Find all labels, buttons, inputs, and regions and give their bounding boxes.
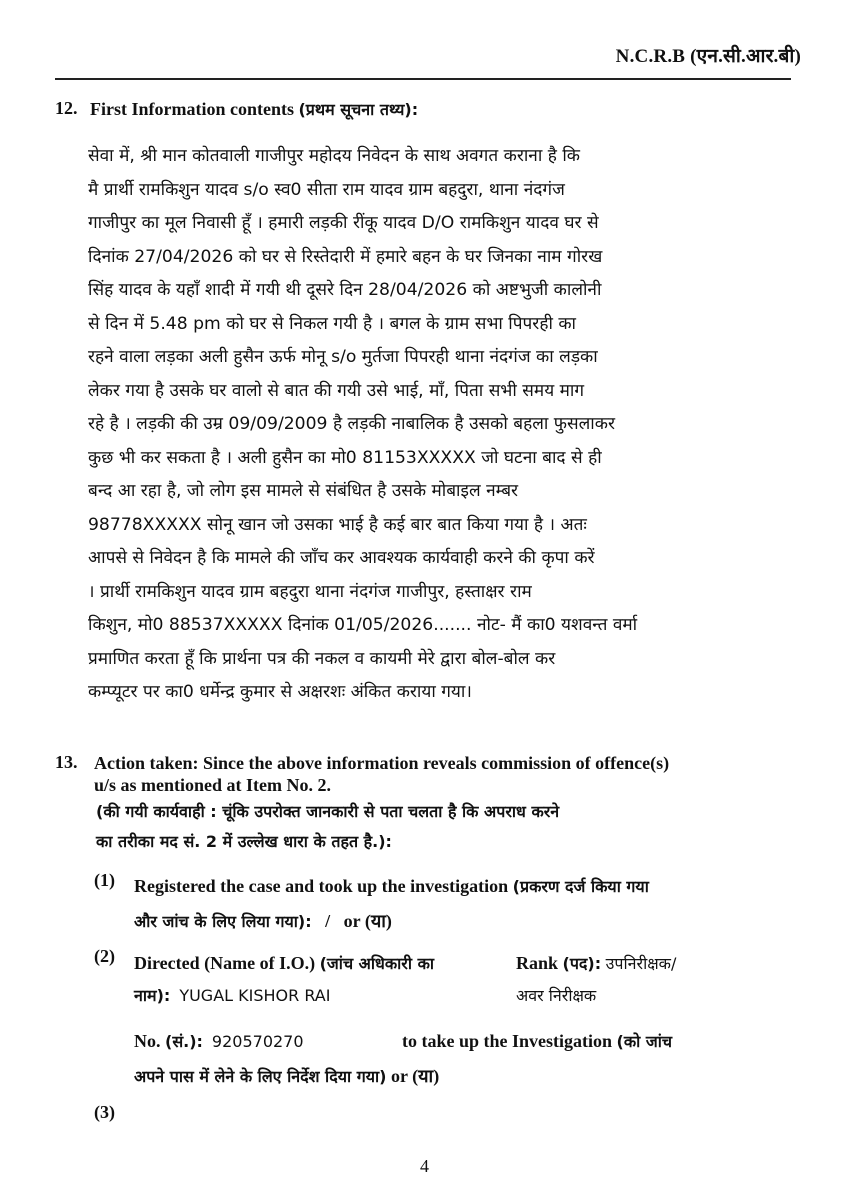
take-up-hi-1: (को जांच: [616, 1032, 673, 1051]
take-up-row-2: [134, 1064, 439, 1088]
directed-label-hi: (जांच अधिकारी का: [319, 954, 434, 973]
section-12-title-en: First Information contents: [90, 99, 294, 119]
fir-line: दिनांक 27/04/2026 को घर से रिस्तेदारी में हमारे बहन के घर जिनका नाम गोरख: [88, 246, 603, 267]
rank-value-2: अवर निरीक्षक: [516, 986, 597, 1005]
directed-label: [134, 952, 434, 974]
fir-line: कुछ भी कर सकता है । अली हुसैन का मो0 81153XXXXX जो घटना बाद से ही: [88, 447, 602, 468]
fir-contents-paragraph: [88, 140, 760, 710]
fir-line: किशुन, मो0 88537XXXXX दिनांक 01/05/2026....... नोट- मैं का0 यशवन्त वर्मा: [88, 615, 638, 635]
fir-line: लेकर गया है उसके घर वालो से बात की गयी उसे भाई, माँ, पिता सभी समय माग: [88, 380, 585, 401]
fir-line: सेवा में, श्री मान कोतवाली गाजीपुर महोदय निवेदन के साथ अवगत कराना है कि: [88, 146, 580, 166]
rank-label-hi: (पद):: [562, 954, 602, 973]
item-3-number: (3): [94, 1102, 115, 1122]
fir-line: से दिन में 5.48 pm को घर से निकल गयी है । बगल के ग्राम सभा पिपरही का: [88, 313, 577, 334]
fir-line: । प्रार्थी रामकिशुन यादव ग्राम बहदुरा थाना नंदगंज गाजीपुर, हस्ताक्षर राम: [88, 581, 532, 602]
action-taken-hindi: [96, 797, 766, 857]
section-13-number: 13.: [55, 752, 78, 772]
fir-line: आपसे से निवेदन है कि मामले की जाँच कर आवश्यक कार्यवाही करने की कृपा करें: [88, 548, 595, 568]
fir-line: गाजीपुर का मूल निवासी हूँ । हमारी लड़की रींकू यादव D/O रामकिशुन यादव घर से: [88, 213, 599, 233]
item-1-number: (1): [94, 870, 115, 890]
rank-label-en: Rank: [516, 953, 559, 973]
item-2-or: or (या): [390, 1066, 440, 1086]
io-name-value: YUGAL KISHOR RAI: [179, 986, 331, 1005]
fir-line: 98778XXXXX सोनू खान जो उसका भाई है कई बार बात किया गया है । अतः: [88, 514, 587, 535]
directed-label-en: Directed (Name of I.O.): [134, 953, 316, 973]
fir-line: बन्द आ रहा है, जो लोग इस मामले से संबंधित है उसके मोबाइल नम्बर: [88, 481, 519, 501]
item-1-en: Registered the case and took up the investigation: [134, 876, 509, 896]
fir-line: सिंह यादव के यहाँ शादी में गयी थी दूसरे दिन 28/04/2026 को अष्टभुजी कालोनी: [88, 280, 602, 300]
action-taken-line: Action taken: Since the above information reveals commission of offence(s): [94, 753, 670, 773]
no-label: [134, 1030, 304, 1052]
section-12-title-hi: (प्रथम सूचना तथ्य):: [298, 100, 419, 119]
fir-line: कम्प्यूटर पर का0 धर्मेन्द्र कुमार से अक्षरशः अंकित कराया गया।: [88, 682, 472, 702]
fir-line: मै प्रार्थी रामकिशुन यादव s/o स्व0 सीता राम यादव ग्राम बहदुरा, थाना नंदगंज: [88, 179, 565, 200]
io-name-row: [134, 984, 330, 1006]
no-label-en: No.: [134, 1031, 161, 1051]
action-taken-text: [94, 752, 764, 796]
page-number: 4: [420, 1156, 429, 1176]
item-1-hi-1: (प्रकरण दर्ज किया गया: [512, 877, 649, 896]
action-taken-hindi-line: (की गयी कार्यवाही : चूंकि उपरोक्त जानकारी से पता चलता है कि अपराध करने: [96, 802, 560, 821]
item-1-hi-2: और जांच के लिए लिया गया):: [134, 912, 312, 931]
rank-value-row: [516, 984, 596, 1006]
take-up-hi-2: अपने पास में लेने के लिए निर्देश दिया गया): [134, 1067, 387, 1086]
take-up-label: [402, 1030, 672, 1052]
rank-label: [516, 952, 676, 974]
rank-value-1: उपनिरीक्षक/: [605, 954, 677, 973]
no-label-hi: (सं.):: [165, 1032, 203, 1051]
fir-line: रहने वाला लड़का अली हुसैन ऊर्फ मोनू s/o मुर्तजा पिपरही थाना नंदगंज का लड़का: [88, 347, 598, 367]
item-1-separator: /: [325, 911, 331, 931]
page-header-title: N.C.R.B (एन.सी.आर.बी): [615, 46, 801, 67]
section-12-title: [90, 98, 418, 120]
directed-label-hi-2: नाम):: [134, 986, 171, 1005]
item-2-number: (2): [94, 946, 115, 966]
item-1-text: [134, 869, 774, 939]
no-value: 920570270: [211, 1032, 304, 1051]
take-up-en: to take up the Investigation: [402, 1031, 613, 1051]
section-12-number: 12.: [55, 98, 78, 118]
fir-line: प्रमाणित करता हूँ कि प्रार्थना पत्र की नकल व कायमी मेरे द्वारा बोल-बोल कर: [88, 648, 556, 669]
fir-line: रहे है । लड़की की उम्र 09/09/2009 है लड़की नाबालिक है उसको बहला फुसलाकर: [88, 414, 615, 434]
action-taken-line: u/s as mentioned at Item No. 2.: [94, 775, 331, 795]
action-taken-hindi-line: का तरीका मद सं. 2 में उल्लेख धारा के तहत है.):: [96, 832, 392, 851]
item-1-or: or (या): [343, 911, 392, 931]
header-divider: [55, 78, 791, 80]
